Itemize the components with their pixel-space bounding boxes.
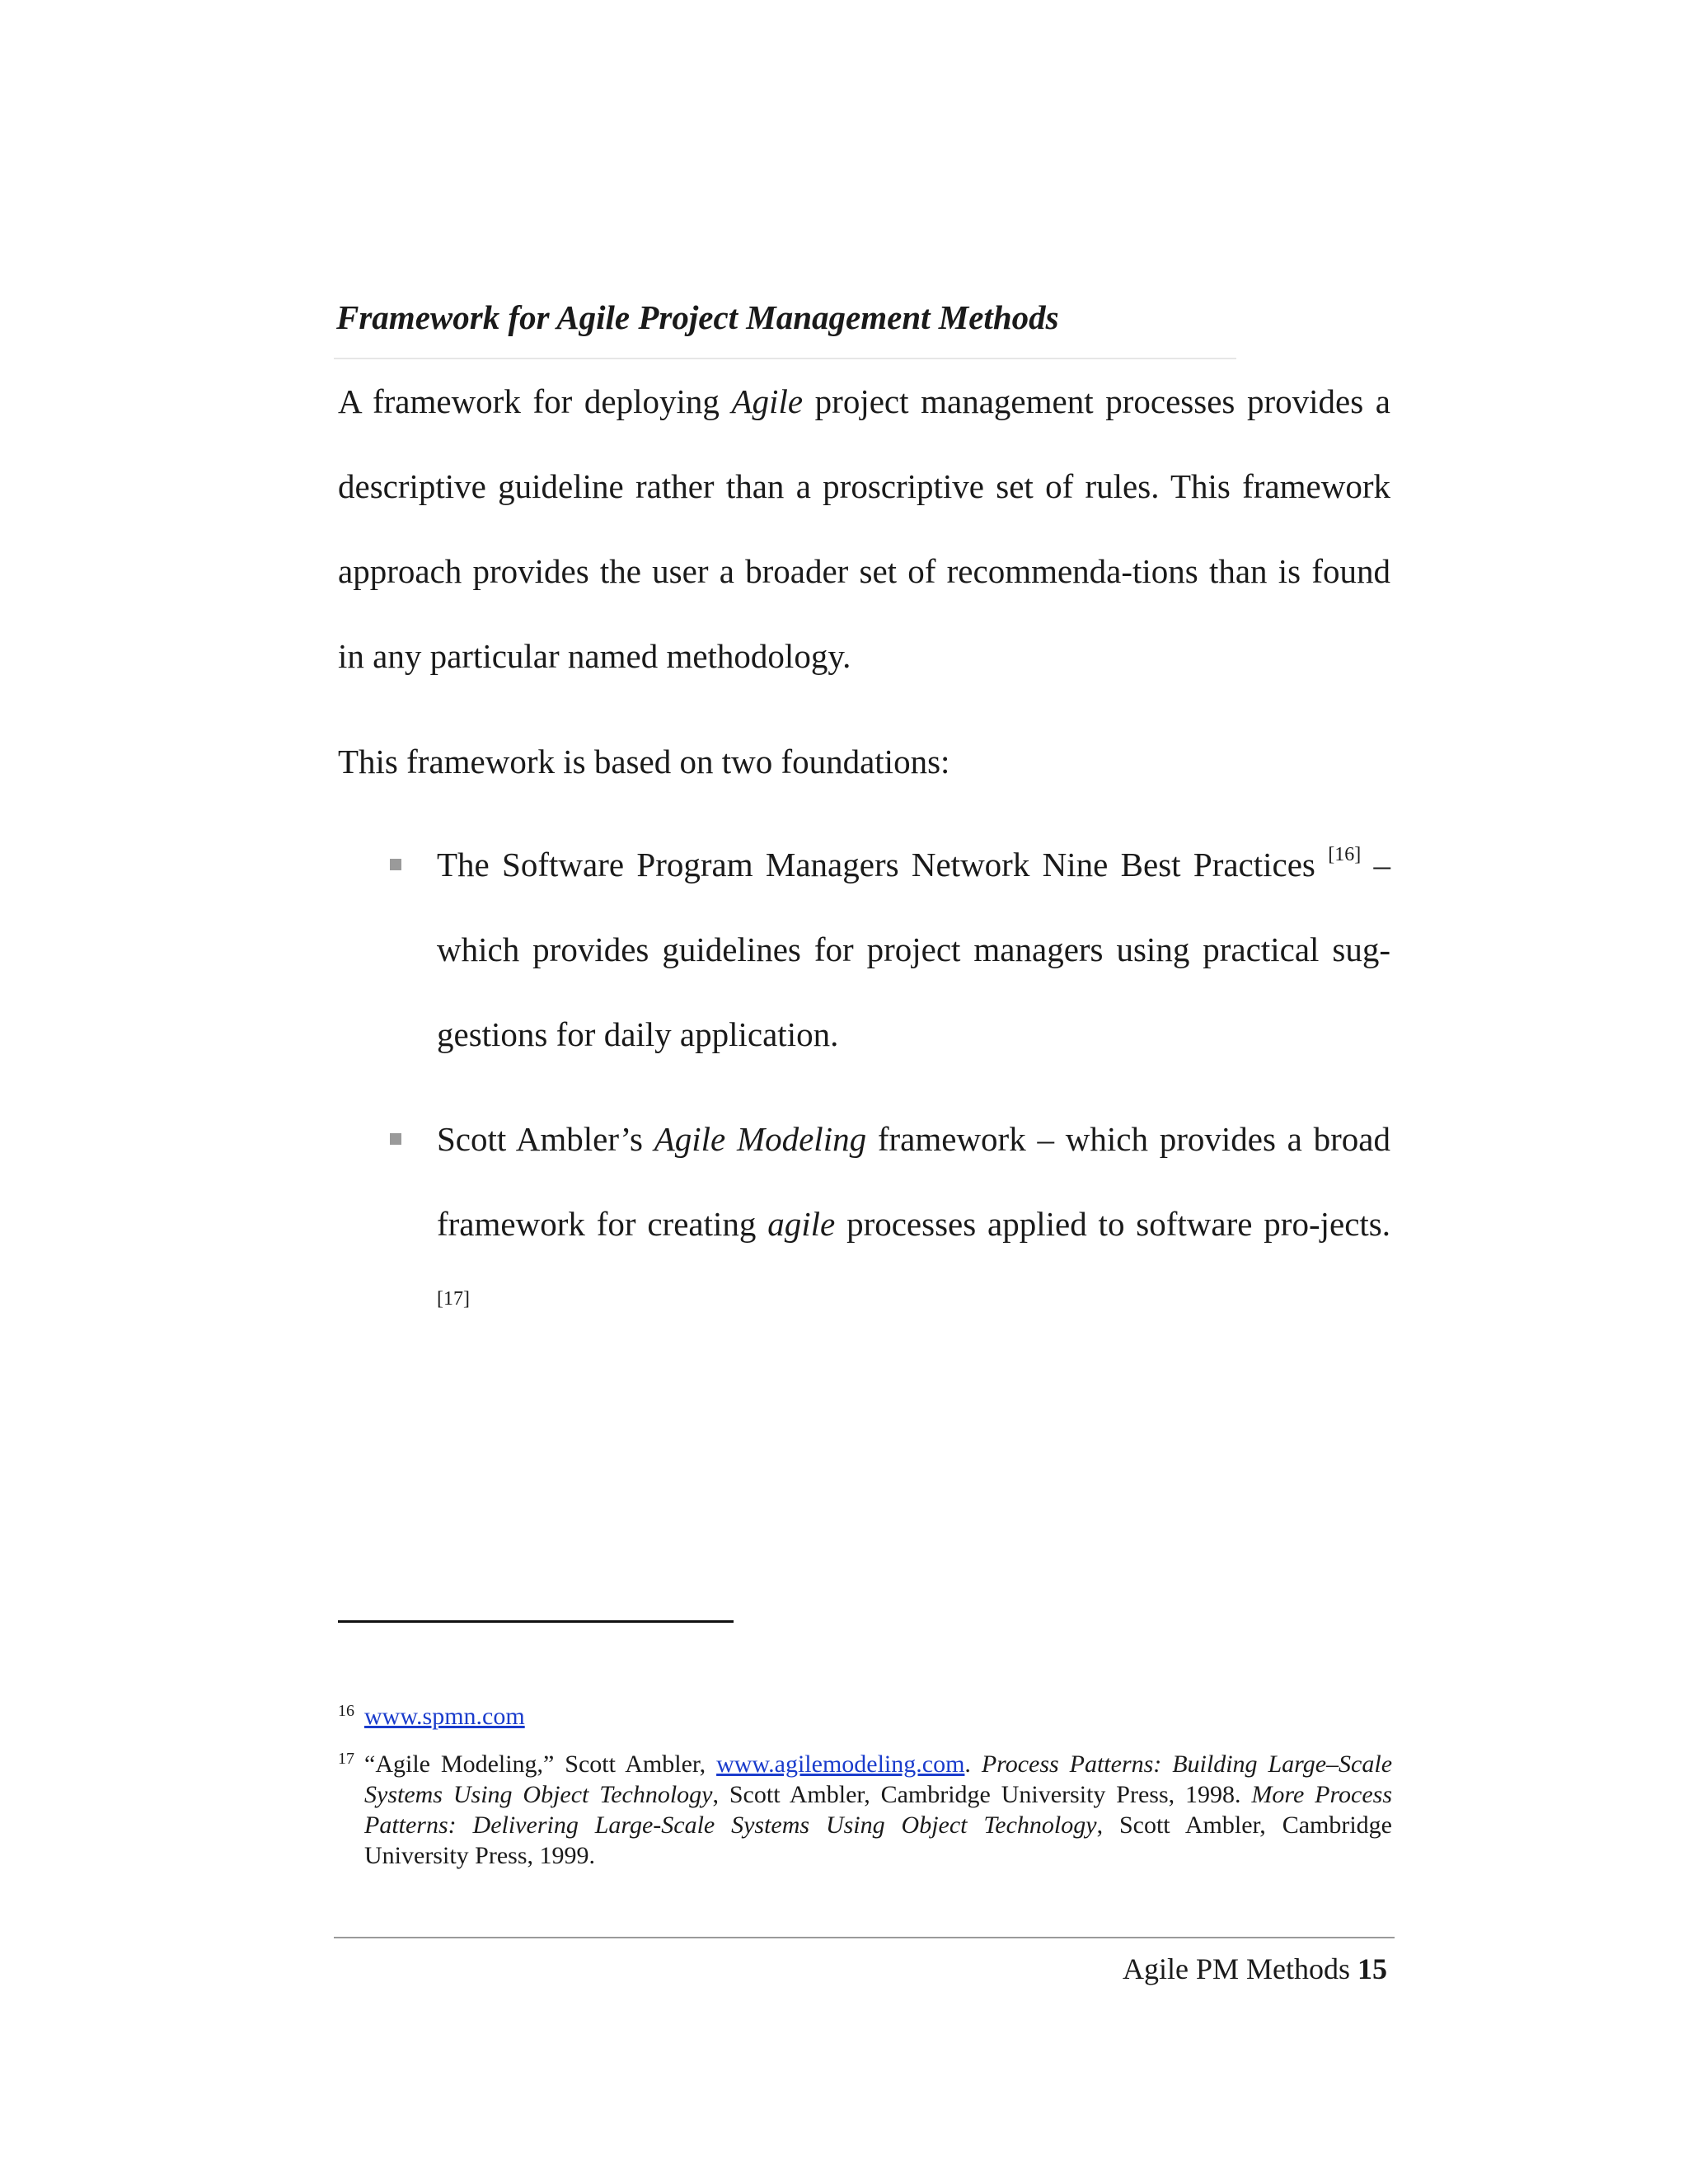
square-bullet-icon <box>390 1133 401 1145</box>
text: . <box>964 1750 982 1778</box>
footnote-16 <box>338 1701 1392 1732</box>
book-title: Process Patterns: Building Large–Scale Systems Using Object Technology <box>364 1750 1393 1808</box>
spmn-link[interactable]: www.spmn.com <box>364 1703 525 1730</box>
paragraph-framework-intro <box>338 359 1390 699</box>
text: framework – which provides a broad framework for creating <box>437 1120 1390 1243</box>
text: project management processes provides a descriptive guideline rather than a proscriptive set of rules. This framework approach provides the user a broader set of recommenda-tions than is found in any particular named methodology. <box>338 382 1390 675</box>
text: The Software Program Managers Network Nine Best Practices <box>437 846 1329 883</box>
footer-title: Agile PM Methods <box>1122 1952 1350 1985</box>
text: – which provides guidelines for project managers using practical sug-gestions for daily application. <box>437 846 1391 1053</box>
agilemodeling-link[interactable]: www.agilemodeling.com <box>716 1750 965 1778</box>
text: , Scott Ambler, Cambridge University Press, 1999. <box>364 1811 1392 1869</box>
emphasis: Agile Modeling <box>654 1120 867 1158</box>
section-heading: Framework for Agile Project Management Methods <box>336 298 1059 336</box>
text: A framework for deploying <box>338 382 732 420</box>
text: processes applied to software pro-jects. <box>835 1205 1390 1243</box>
text: Scott Ambler’s <box>437 1120 654 1158</box>
footer-rule <box>334 1937 1395 1938</box>
text: , Scott Ambler, Cambridge University Press, 1998. <box>712 1781 1252 1808</box>
book-title: More Process Patterns: Delivering Large-Scale Systems Using Object Technology <box>364 1781 1393 1839</box>
footnote-number: 17 <box>338 1750 354 1768</box>
list-item <box>437 1097 1390 1352</box>
footnote-17 <box>338 1749 1393 1871</box>
emphasis: agile <box>767 1205 836 1243</box>
citation-ref: [16] <box>1328 844 1362 866</box>
page-number: 15 <box>1357 1952 1387 1985</box>
emphasis: Agile <box>731 382 804 420</box>
text: “Agile Modeling,” Scott Ambler, <box>364 1750 717 1778</box>
footnote-separator <box>338 1620 734 1623</box>
running-footer <box>1123 1948 1387 1990</box>
footnote-number: 16 <box>338 1702 354 1720</box>
square-bullet-icon <box>390 859 401 870</box>
list-item <box>437 823 1390 1077</box>
citation-ref: [17] <box>437 1288 470 1310</box>
paragraph-foundations: This framework is based on two foundations: <box>338 743 950 780</box>
